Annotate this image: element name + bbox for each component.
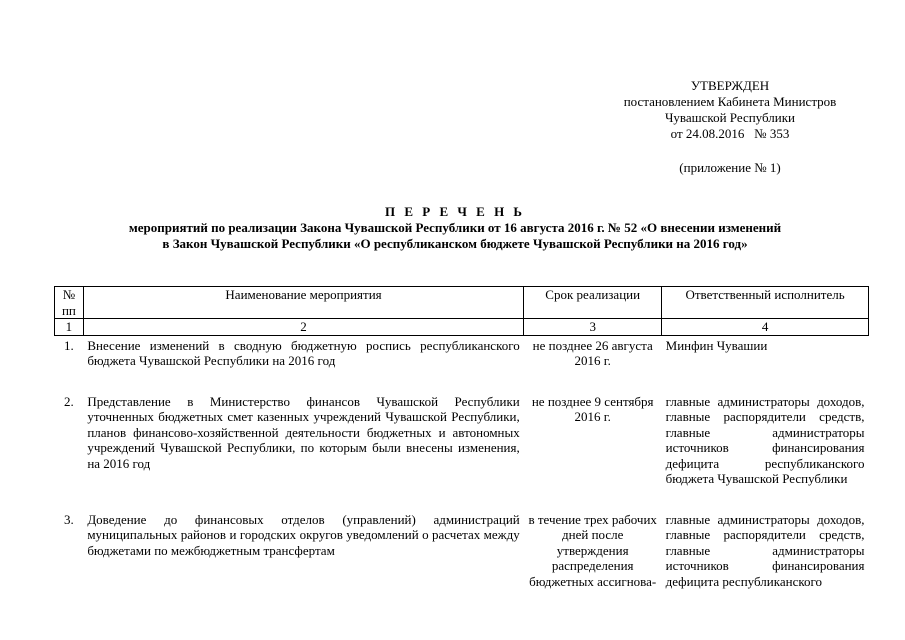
row-responsible: главные администраторы доходов, главные распорядители средств, главные администраторы источников финансирования дефицита республиканского	[665, 511, 865, 589]
table-row	[55, 335, 869, 369]
column-number-4: 4	[662, 319, 869, 336]
title-line-1: мероприятий по реализации Закона Чувашской Республики от 16 августа 2016 г. № 52 «О внесении изменений	[128, 220, 782, 235]
table-column-numbers-row	[55, 319, 869, 336]
appendix-note: (приложение № 1)	[679, 160, 781, 175]
column-number-1: 1	[55, 319, 84, 336]
row-event-name: Внесение изменений в сводную бюджетную роспись республиканского бюджета Чувашской Республики на 2016 год	[87, 337, 520, 368]
row-term: в течение трех рабочих дней после утверждения распределения бюджетных ассигнова-	[528, 511, 657, 589]
row-responsible: главные администраторы доходов, главные распорядители средств, главные администраторы источников финансирования дефицита республиканского бюджета Чувашской Республики	[665, 393, 865, 486]
row-event-name: Доведение до финансовых отделов (управлений) администраций муниципальных районов и городских округов уведомлений о расчетах между бюджетами по межбюджетным трансфертам	[87, 511, 520, 558]
approval-line-2: Чувашской Республики	[664, 110, 796, 125]
row-number: 2.	[64, 393, 74, 409]
column-number-3: 3	[524, 319, 662, 336]
document-title	[60, 204, 850, 252]
row-responsible: Минфин Чувашии	[665, 337, 768, 353]
header-num: № пп	[55, 287, 84, 319]
approval-stamp	[600, 78, 860, 176]
header-name: Наименование мероприятия	[83, 287, 523, 319]
approval-heading: УТВЕРЖДЕН	[690, 78, 770, 93]
row-number: 3.	[64, 511, 74, 527]
title-main: П Е Р Е Ч Е Н Ь	[384, 204, 526, 219]
header-responsible: Ответственный исполнитель	[662, 287, 869, 319]
row-term: не позднее 26 августа 2016 г.	[532, 337, 653, 368]
table-header-row	[55, 287, 869, 319]
row-event-name: Представление в Министерство финансов Чувашской Республики уточненных бюджетных смет казенных учреждений Чувашской Республики, планов финансово-хозяйственной деятельности бюджетных и автономных учреждений Чувашской Республики, по которым были внесены изменения, на 2016 год	[87, 393, 520, 471]
header-term: Срок реализации	[524, 287, 662, 319]
column-number-2: 2	[83, 319, 523, 336]
events-table	[54, 286, 869, 589]
approval-date-number: от 24.08.2016 № 353	[670, 126, 790, 141]
table-row	[55, 510, 869, 590]
approval-line-1: постановлением Кабинета Министров	[623, 94, 837, 109]
title-line-2: в Закон Чувашской Республики «О республиканском бюджете Чувашской Республики на 2016 год»	[162, 236, 748, 251]
row-term: не позднее 9 сентября 2016 г.	[531, 393, 654, 424]
table-row	[55, 392, 869, 487]
row-number: 1.	[64, 337, 74, 353]
